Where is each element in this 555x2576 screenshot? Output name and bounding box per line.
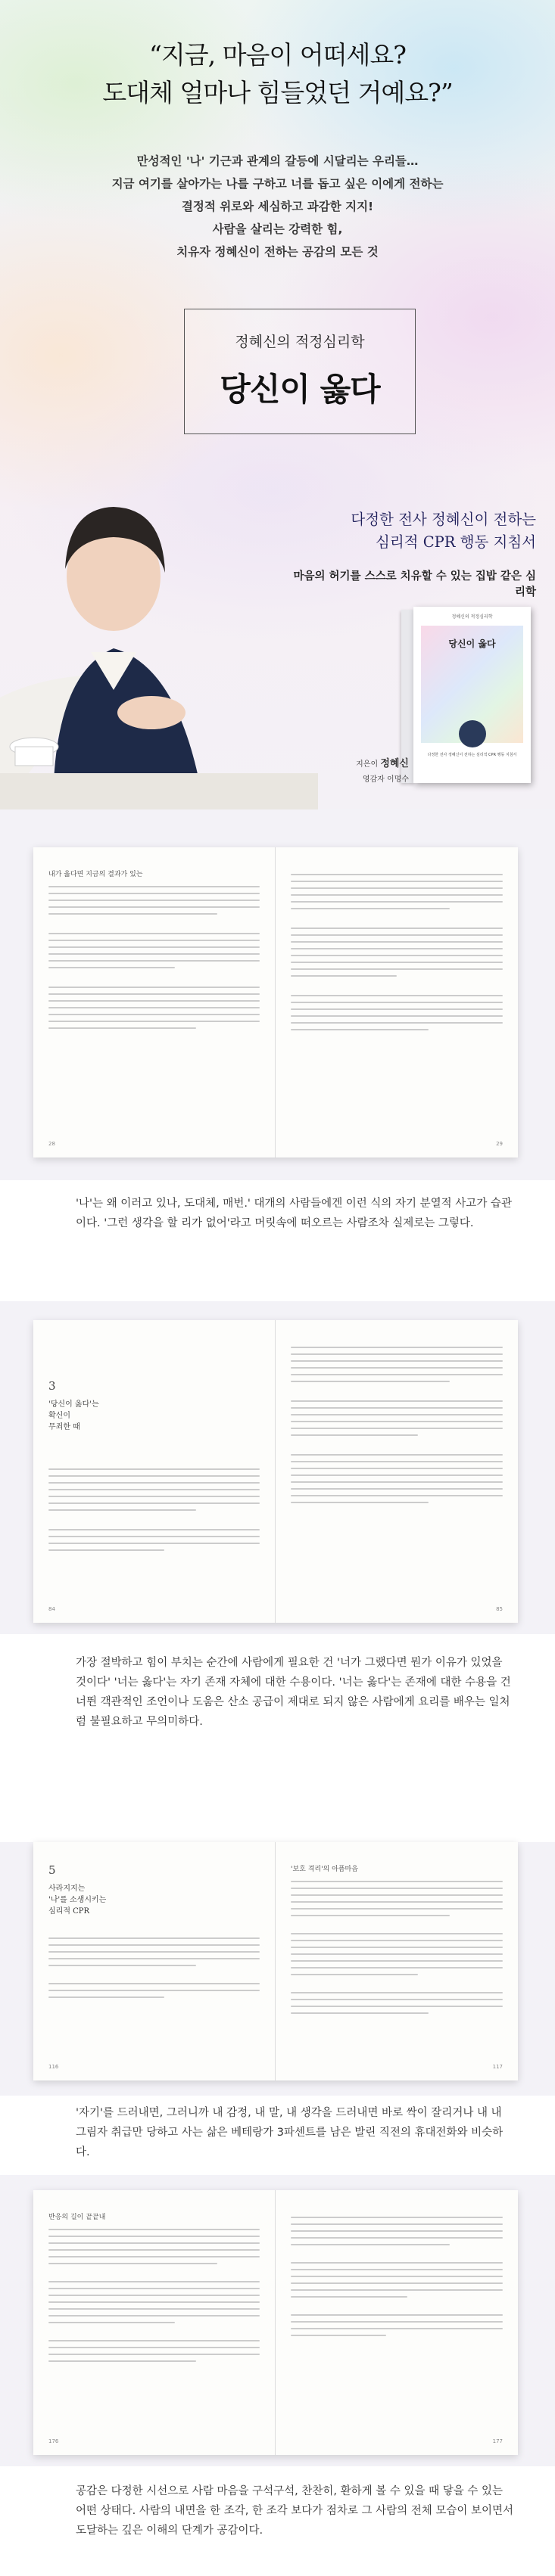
caption-section-4 bbox=[0, 2466, 555, 2576]
cover-series: 정혜신의 적정심리학 bbox=[451, 614, 493, 620]
book-title: 당신이 옳다 bbox=[220, 371, 380, 408]
intro-line: 사람을 살리는 강력한 힘, bbox=[212, 222, 343, 236]
illustrator: 영감자 이명수 bbox=[362, 775, 409, 784]
spread-section-3 bbox=[0, 1842, 555, 2096]
page-number: 28 bbox=[48, 1141, 55, 1147]
book-spread bbox=[33, 2190, 518, 2455]
caption: 가장 절박하고 힘이 부치는 순간에 사람에게 필요한 건 '너가 그랬다면 뭔가 이유가 있었을 것이다' '너는 옳다'는 자기 존재 자체에 대한 수용이다. '너는 옳다'는 존재에 대한 수용을 건너뛴 객관적인 조언이나 도움은 산소 공급이 제대로 되지 않은 사람에게 요리를 배우는 일처럼 불필요하고 무의미하다. bbox=[76, 1657, 511, 1728]
tagline-line-1: 다정한 전사 정혜신이 전하는 bbox=[351, 511, 536, 528]
intro-line: 결정적 위로와 세심하고 과감한 지지! bbox=[181, 200, 374, 213]
page-number: 176 bbox=[48, 2438, 59, 2444]
chapter-title bbox=[48, 1883, 260, 1917]
left-page bbox=[33, 2190, 276, 2455]
chapter-title-line: 심리적 CPR bbox=[48, 1907, 90, 1916]
quote-line-1: “지금, 마음이 어떠세요? bbox=[149, 40, 406, 70]
chapter-title-line: 확신이 bbox=[48, 1412, 70, 1420]
caption-section-2 bbox=[0, 1634, 555, 1842]
spread-section-4 bbox=[0, 2175, 555, 2466]
page-number: 177 bbox=[492, 2438, 503, 2444]
author-photo bbox=[0, 448, 318, 809]
hero-section bbox=[0, 0, 555, 809]
page-number: 85 bbox=[496, 1606, 503, 1612]
book-tagline-sub: 마음의 허기를 스스로 치유할 수 있는 집밥 같은 심리학 bbox=[293, 570, 536, 598]
right-page bbox=[276, 1842, 518, 2080]
right-page bbox=[276, 2190, 518, 2455]
left-page bbox=[33, 847, 276, 1157]
page-number: 116 bbox=[48, 2064, 59, 2070]
spread-section-2 bbox=[0, 1301, 555, 1634]
left-page bbox=[33, 1320, 276, 1623]
book-title-box bbox=[184, 309, 416, 434]
book-spread bbox=[33, 847, 518, 1157]
chapter-title-line: '나'를 소생시키는 bbox=[48, 1896, 107, 1904]
intro-line: 지금 여기를 살아가는 나를 구하고 너를 돕고 싶은 이에게 전하는 bbox=[111, 177, 444, 191]
chapter-number: 5 bbox=[48, 1863, 56, 1877]
book-subtitle: 정혜신의 적정심리학 bbox=[235, 334, 365, 350]
chapter-title bbox=[48, 1399, 260, 1433]
page-heading: 반응의 길이 끝끝내 bbox=[48, 2214, 106, 2221]
page-heading: 내가 옳다면 지금의 결과가 있는 bbox=[48, 871, 143, 878]
cover-title: 당신이 옳다 bbox=[448, 639, 496, 649]
intro-line: 치유자 정혜신이 전하는 공감의 모든 것 bbox=[176, 245, 379, 259]
book-spread bbox=[33, 1842, 518, 2080]
caption: '나'는 왜 이러고 있나, 도대체, 매번.' 대개의 사람들에겐 이런 식의 자기 분열적 사고가 습관이다. '그런 생각을 할 리가 없어'라고 머릿속에 떠오르는 사람조차 실제로는 그렇다. bbox=[76, 1198, 512, 1229]
caption: '자기'를 드러내면, 그러니까 내 감정, 내 말, 내 생각을 드러내면 바로 싹이 잘리거나 내 내 그림자 취급만 당하고 사는 삶은 베테랑가 3파센트를 남은 발린 직전의 휴대전화와 비슷하다. bbox=[76, 2107, 504, 2158]
hero-intro bbox=[0, 150, 555, 263]
page-heading: '보호 격리'의 아픔마음 bbox=[291, 1866, 358, 1873]
cover-blurb: 다정한 전사 정혜신이 전하는 심리적 CPR 행동 지침서 bbox=[427, 753, 517, 757]
caption-section-3 bbox=[0, 2096, 555, 2175]
page-number: 84 bbox=[48, 1606, 55, 1612]
book-spread bbox=[33, 1320, 518, 1623]
spread-section-1 bbox=[0, 809, 555, 1180]
book-cover bbox=[413, 607, 531, 783]
author-credits bbox=[326, 757, 409, 788]
author-label: 지은이 bbox=[356, 760, 379, 769]
page-number: 117 bbox=[492, 2064, 503, 2070]
cover-author-photo bbox=[459, 720, 486, 747]
quote-line-2: 도대체 얼마나 힘들었던 거예요?” bbox=[102, 78, 453, 107]
right-page bbox=[276, 847, 518, 1157]
caption: 공감은 다정한 시선으로 사람 마음을 구석구석, 찬찬히, 환하게 볼 수 있을 때 닿을 수 있는 어떤 상태다. 사람의 내면을 한 조각, 한 조각 보다가 점차로 그 사람의 전체 모습이 보이면서 도달하는 깊은 이해의 단계가 공감이다. bbox=[76, 2485, 513, 2537]
intro-line: 만성적인 '나' 기근과 관계의 갈등에 시달리는 우리들… bbox=[136, 154, 419, 168]
author-name: 정혜신 bbox=[380, 758, 409, 769]
tagline-line-2: 심리적 CPR 행동 지침서 bbox=[375, 533, 536, 551]
chapter-title-line: '당신이 옳다'는 bbox=[48, 1400, 99, 1409]
chapter-number: 3 bbox=[48, 1379, 56, 1393]
hero-quote bbox=[0, 36, 555, 112]
right-page bbox=[276, 1320, 518, 1623]
chapter-title-line: 무죄한 때 bbox=[48, 1423, 80, 1431]
chapter-title-line: 사라지지는 bbox=[48, 1885, 86, 1893]
book-tagline bbox=[326, 508, 555, 554]
page-number: 29 bbox=[496, 1141, 503, 1147]
left-page bbox=[33, 1842, 276, 2080]
caption-section-1 bbox=[0, 1180, 555, 1301]
